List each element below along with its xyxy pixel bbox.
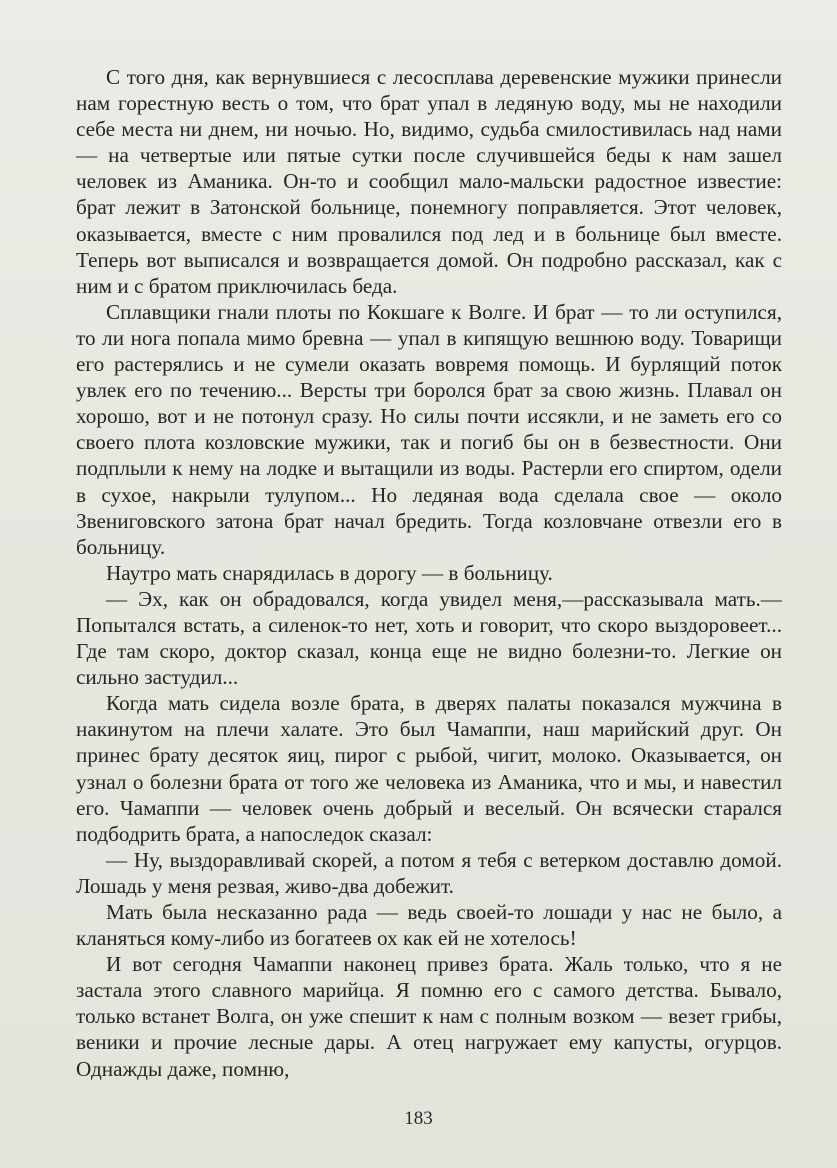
paragraph-8: И вот сегодня Чамаппи наконец привез брата. Жаль только, что я не застала этого славного марийца. Я помню его с самого детства. Бывало, только встанет Волга, он уже спешит к нам с полным возком — везет грибы, веники и прочие лесные дары. А отец нагружает ему капусты, огурцов. Однажды даже, помню, — [76, 952, 782, 1081]
page-number: 183 — [404, 1108, 433, 1129]
paragraph-4: — Эх, как он обрадовался, когда увидел меня,—рассказывала мать.—Попытался встать, а силенок-то нет, хоть и говорит, что скоро выздоровеет... Где там скоро, доктор сказал, конца еще не видно болезни-то. Легкие он сильно застудил... — [76, 586, 782, 690]
paragraph-2: Сплавщики гнали плоты по Кокшаге к Волге. И брат — то ли оступился, то ли нога попала мимо бревна — упал в кипящую вешнюю воду. Товарищи его растерялись и не сумели оказать вовремя помощь. И бурлящий поток увлек его по течению... Версты три боролся брат за свою жизнь. Плавал он хорошо, вот и не потонул сразу. Но силы почти иссякли, и не заметь его со своего плота козловские мужики, так и погиб бы он в безвестности. Они подплыли к нему на лодке и вытащили из воды. Растерли его спиртом, одели в сухое, накрыли тулупом... Но ледяная вода сделала свое — около Звениговского затона брат начал бредить. Тогда козловчане отвезли его в больницу. — [76, 299, 782, 559]
page-body — [76, 64, 782, 1082]
paragraph-3: Наутро мать снарядилась в дорогу — в больницу. — [106, 560, 553, 585]
paragraph-7: Мать была несказанно рада — ведь своей-то лошади у нас не было, а кланяться кому-либо из богатеев ох как ей не хотелось! — [76, 900, 782, 951]
paragraph-5: Когда мать сидела возле брата, в дверях палаты показался мужчина в накинутом на плечи халате. Это был Чамаппи, наш марийский друг. Он принес брату десяток яиц, пирог с рыбой, чигит, молоко. Оказывается, он узнал о болезни брата от того же человека из Аманика, что и мы, и навестил его. Чамаппи — человек очень добрый и веселый. Он всячески старался подбодрить брата, а напоследок сказал: — [76, 691, 782, 846]
paragraph-6: — Ну, выздоравливай скорей, а потом я тебя с ветерком доставлю домой. Лошадь у меня резвая, живо-два добежит. — [76, 847, 782, 898]
paragraph-1: С того дня, как вернувшиеся с лесосплава деревенские мужики принесли нам горестную весть о том, что брат упал в ледяную воду, мы не находили себе места ни днем, ни ночью. Но, видимо, судьба смилостивилась над нами — на четвертые или пятые сутки после случившейся беды к нам зашел человек из Аманика. Он-то и сообщил мало-мальски радостное известие: брат лежит в Затонской больнице, понемногу поправляется. Этот человек, оказывается, вместе с ним провалился под лед и в больнице был вместе. Теперь вот выписался и возвращается домой. Он подробно рассказал, как с ним и с братом приключилась беда. — [76, 65, 782, 298]
